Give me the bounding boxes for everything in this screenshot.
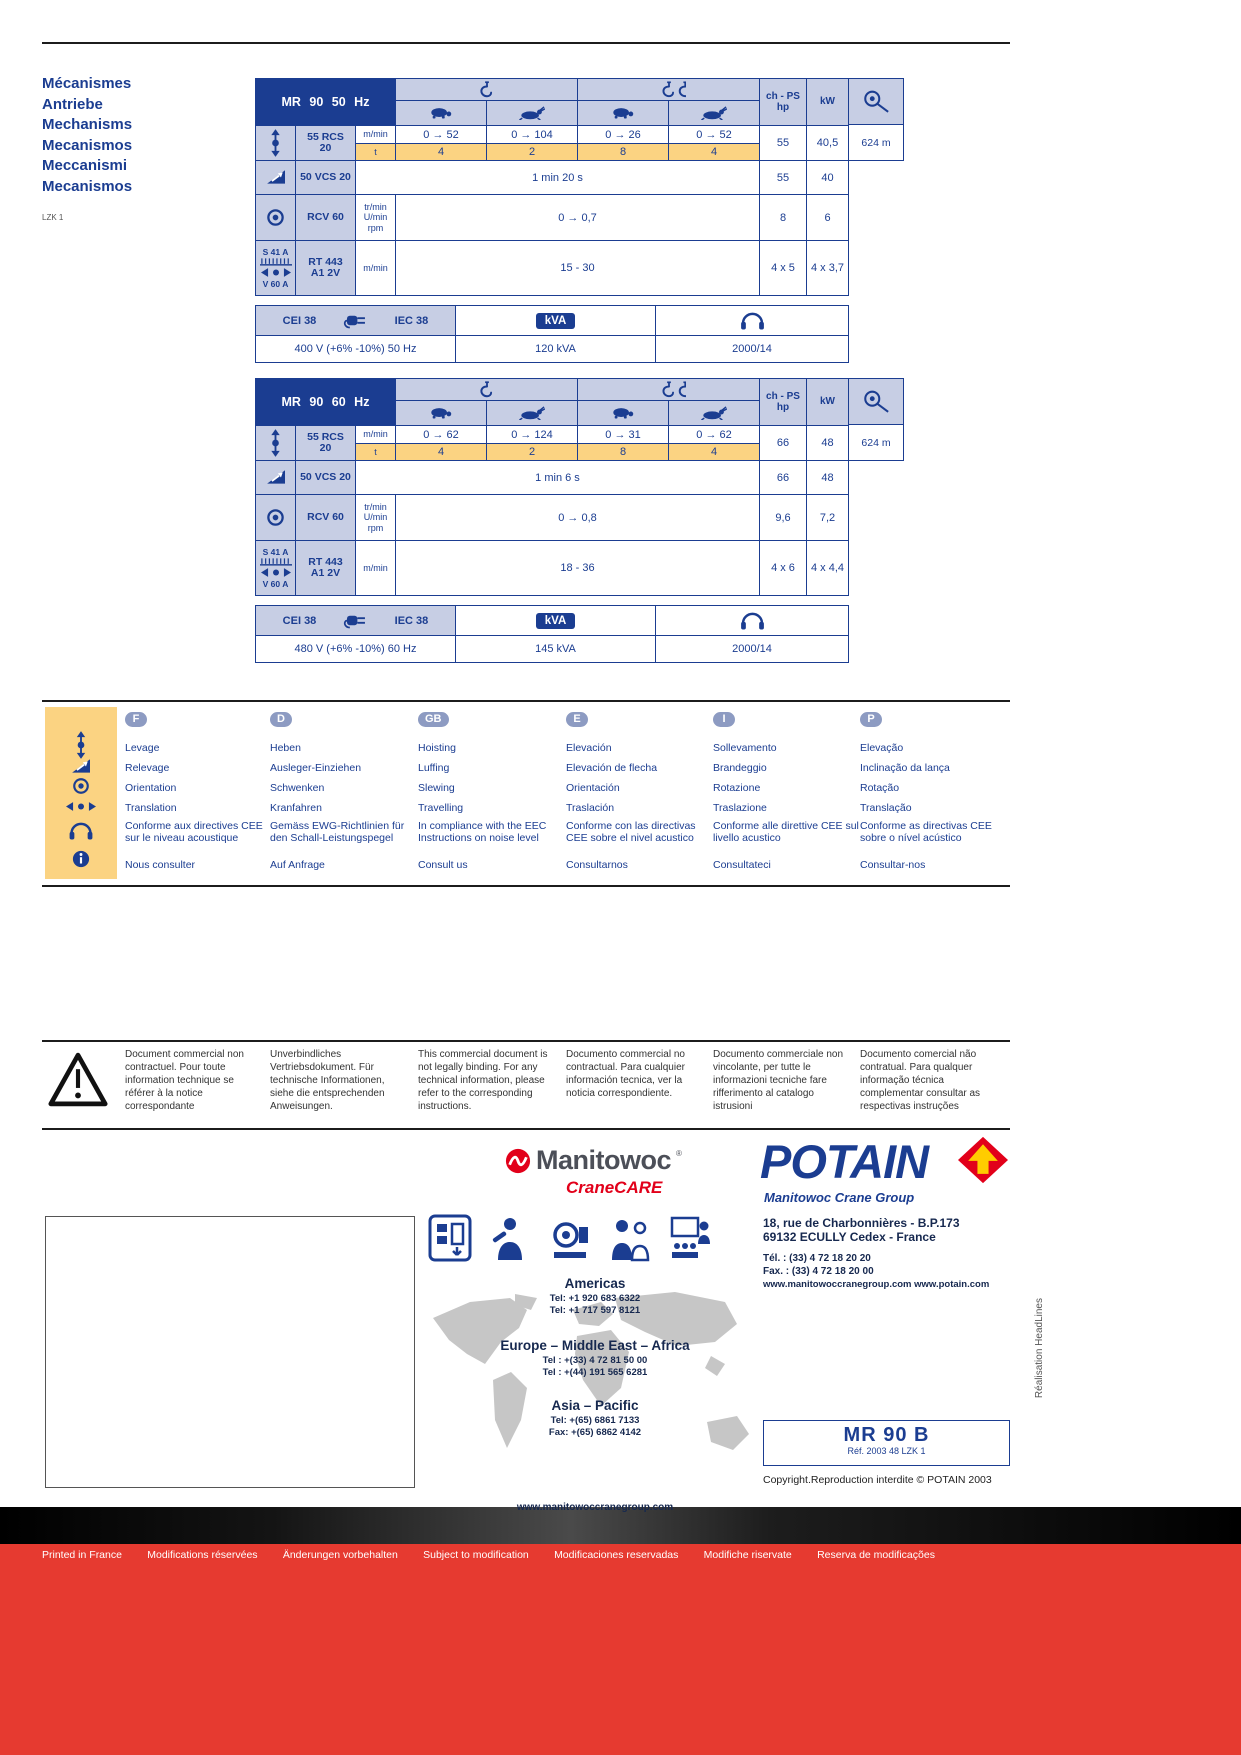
travelling-icon-cell: [256, 541, 296, 596]
double-hook-icon: [652, 381, 686, 398]
hoist-kw: 48: [807, 426, 849, 461]
ref-line: A1 2V: [310, 267, 341, 279]
disclaimer-es: Documento commercial no contractual. Para cualquier información tecnica, ver la noticia correspondiente.: [566, 1049, 685, 1099]
noise-header-cell: [656, 306, 849, 336]
bogie-label-bottom: V 60 A: [262, 579, 289, 589]
slow-speed-cell: [396, 401, 487, 426]
map-website-link[interactable]: www.manitowoccranegroup.com: [516, 1502, 674, 1513]
slewing-units: [356, 195, 396, 241]
legend-item: Travelling: [418, 801, 464, 814]
load-value: 2: [487, 444, 578, 461]
fast-speed-cell: [487, 101, 578, 126]
model-reference-box: [763, 1420, 1010, 1466]
kw-column-header: kW: [807, 79, 849, 126]
disclaimer-top-rule: [42, 1040, 1010, 1042]
legend-item: Ausleger-Einziehen: [270, 761, 362, 774]
slewing-ch-ps: 9,6: [760, 495, 807, 541]
legend-item: Consultateci: [713, 858, 771, 871]
hp-label: hp: [776, 102, 790, 113]
slewing-mechanism-ref: RCV 60: [296, 195, 356, 241]
travelling-icon: [261, 567, 291, 578]
region-name: Asia – Pacific: [551, 1398, 639, 1413]
page-title-block: [42, 74, 132, 222]
load-value: 2: [487, 144, 578, 161]
address-line: 69132 ECULLY Cedex - France: [763, 1230, 936, 1244]
warning-icon: [48, 1052, 108, 1107]
legend-item: Heben: [270, 741, 301, 754]
legend-column-gb: [418, 709, 566, 875]
speed-value: 0 → 26: [578, 126, 669, 144]
language-badge-pt: P: [860, 712, 882, 727]
disclaimer-de: Unverbindliches Vertriebsdokument. Für technische Informationen, siehe die entsprechenden Anweisungen.: [270, 1049, 385, 1112]
equipment-repair-icon: [548, 1214, 592, 1262]
legend-column-pt: [860, 709, 1008, 875]
model-name: MR 90 B: [843, 1424, 930, 1446]
legend-item: Elevación: [566, 741, 612, 754]
unit-line: tr/min: [364, 501, 387, 512]
disclaimer-en: This commercial document is not legally binding. For any technical information, please refer to the corresponding instructions.: [418, 1049, 548, 1112]
load-value: 4: [396, 444, 487, 461]
ref-line: 20: [319, 442, 332, 454]
slow-speed-cell: [578, 401, 669, 426]
region-phone: Tel: +1 717 597 8121: [549, 1304, 641, 1316]
legend-item: Traslación: [566, 801, 615, 814]
travelling-unit: m/min: [356, 241, 396, 296]
legend-item: Relevage: [125, 761, 170, 774]
address-block: [763, 1216, 989, 1290]
hoist-mechanism-ref: [296, 426, 356, 461]
disclaimer-section: [0, 1040, 1241, 1130]
legend-item: Rotação: [860, 781, 900, 794]
double-hook-cell: [578, 79, 760, 101]
iec-standard: IEC 38: [394, 314, 429, 327]
copyright-notice: Copyright.Reproduction interdite © POTAIN 2003: [763, 1474, 992, 1486]
disclaimer-it: Documento commerciale non vincolante, per tutte le informazioni tecniche fare rifferimento al catalogo istrusioni: [713, 1049, 844, 1112]
title-en: Mechanisms: [42, 116, 133, 133]
hp-label: hp: [776, 402, 790, 413]
slewing-units: [356, 495, 396, 541]
legend-item: Levage: [125, 741, 160, 754]
legend-item: Consultarnos: [566, 858, 628, 871]
notice-it: Modifiche riservate: [703, 1549, 792, 1561]
headphones-icon: [740, 611, 765, 630]
slewing-icon-cell: [256, 495, 296, 541]
ref-line: 20: [319, 142, 332, 154]
legend-item: Orientation: [125, 781, 177, 794]
notice-de: Änderungen vorbehalten: [282, 1549, 398, 1561]
region-phone: Tel : +(33) 4 72 81 50 00: [542, 1355, 648, 1366]
travelling-icon: [66, 801, 96, 812]
reference-number: Réf. 2003 48 LZK 1: [847, 1446, 926, 1456]
website-links[interactable]: www.manitowoccranegroup.com www.potain.com: [763, 1279, 990, 1290]
mechanism-table: [255, 378, 849, 596]
legend-item: Consult us: [418, 858, 468, 871]
legend-item: Conforme con las directivas CEE sobre el nivel acustico: [566, 819, 696, 844]
ref-line: RT 443: [308, 555, 343, 568]
kva-badge: kVA: [536, 313, 576, 329]
notice-en-printed: Printed in France: [42, 1549, 122, 1561]
hare-icon: [519, 106, 545, 120]
rope-drum-icon: [862, 89, 890, 114]
unit-line: tr/min: [364, 201, 387, 212]
slewing-value: 0 → 0,8: [396, 495, 760, 541]
travelling-ch-ps: 4 x 5: [760, 241, 807, 296]
rope-length-value: 624 m: [848, 424, 904, 461]
language-badge-de: D: [270, 712, 292, 727]
legend-item: Rotazione: [713, 781, 761, 794]
legend-item: Consultar-nos: [860, 858, 926, 871]
hoisting-icon-cell: [256, 426, 296, 461]
bogie-label-top: S 41 A: [262, 247, 289, 257]
slewing-icon-cell: [256, 195, 296, 241]
region-phone: Tel: +(65) 6861 7133: [550, 1415, 640, 1426]
travelling-mechanism-ref: [296, 541, 356, 596]
travelling-value: 15 - 30: [396, 241, 760, 296]
realisation-credit: Réalisation HeadLines: [1034, 1298, 1045, 1399]
turtle-icon: [611, 107, 635, 119]
cranecare-wordmark: CraneCARE: [566, 1178, 663, 1197]
travelling-kw: 4 x 3,7: [807, 241, 849, 296]
turtle-icon: [429, 107, 453, 119]
luffing-value: 1 min 20 s: [356, 161, 760, 195]
iec-standard: IEC 38: [394, 614, 429, 627]
travelling-kw: 4 x 4,4: [807, 541, 849, 596]
power-table: [255, 605, 849, 663]
potain-wordmark: POTAIN: [760, 1135, 929, 1188]
speed-value: 0 → 124: [487, 426, 578, 444]
region-emea: [415, 1338, 775, 1378]
disclaimer-pt: Documento comercial não contratual. Para qualquer informação técnica complementar consultar as respectivas instruções: [860, 1049, 981, 1112]
mailing-label-box: [45, 1216, 415, 1488]
speed-value: 0 → 62: [396, 426, 487, 444]
legend-item: Slewing: [418, 781, 455, 794]
modification-notices: [42, 1549, 935, 1561]
hoisting-icon-cell: [256, 126, 296, 161]
notice-en: Subject to modification: [423, 1549, 529, 1561]
load-unit: t: [356, 144, 396, 161]
hoisting-icon: [75, 731, 88, 759]
legend-item: Schwenken: [270, 781, 325, 794]
voltage-value: 480 V (+6% -10%) 60 Hz: [256, 636, 456, 663]
info-icon: [72, 850, 90, 868]
luffing-icon: [267, 170, 285, 184]
field-service-icon: [488, 1214, 532, 1262]
legend-column-fr: [125, 709, 273, 875]
kw-column-header: kW: [807, 379, 849, 426]
headphones-icon: [740, 311, 765, 330]
language-badge-fr: F: [125, 712, 147, 727]
fast-speed-cell: [669, 101, 760, 126]
plug-icon: [343, 312, 368, 329]
power-column-header: [760, 379, 807, 426]
legend-item: Sollevamento: [713, 741, 777, 754]
luffing-mechanism-ref: 50 VCS 20: [296, 461, 356, 495]
manitowoc-circle-icon: [505, 1148, 531, 1174]
legend-item: Hoisting: [418, 741, 456, 754]
single-hook-icon: [478, 381, 496, 398]
load-value: 8: [578, 444, 669, 461]
power-table: [255, 305, 849, 363]
table-title: MR 90 60 Hz: [256, 379, 396, 426]
speed-value: 0 → 52: [396, 126, 487, 144]
legend-item: Conforme alle direttive CEE sul livello acustico: [713, 819, 859, 844]
phone-number: Tél. : (33) 4 72 18 20 20: [763, 1253, 871, 1264]
notice-es: Modificaciones reservadas: [554, 1549, 679, 1561]
single-hook-cell: [396, 79, 578, 101]
single-hook-icon: [478, 81, 496, 98]
notice-fr: Modifications réservées: [147, 1549, 258, 1561]
hoist-kw: 40,5: [807, 126, 849, 161]
fast-speed-cell: [487, 401, 578, 426]
notice-pt: Reserva de modificações: [817, 1549, 935, 1561]
travelling-mechanism-ref: [296, 241, 356, 296]
noise-value: 2000/14: [656, 636, 849, 663]
title-fr: Mécanismes: [42, 75, 132, 92]
luffing-ch-ps: 55: [760, 161, 807, 195]
title-it: Meccanismi: [42, 157, 128, 174]
luffing-kw: 48: [807, 461, 849, 495]
language-badge-es: E: [566, 712, 588, 727]
kva-value: 145 kVA: [456, 636, 656, 663]
doc-ref-code: LZK 1: [42, 213, 64, 222]
slewing-kw: 6: [807, 195, 849, 241]
language-badge-gb: GB: [418, 712, 449, 727]
fax-number: Fax. : (33) 4 72 18 20 00: [763, 1265, 874, 1277]
rope-drum-icon: [862, 389, 890, 414]
unit-line: U/min: [363, 512, 388, 523]
rope-length-value: 624 m: [848, 124, 904, 161]
cranecare-service-icons: [428, 1214, 712, 1262]
voltage-value: 400 V (+6% -10%) 50 Hz: [256, 336, 456, 363]
noise-value: 2000/14: [656, 336, 849, 363]
legend-item: Kranfahren: [270, 801, 322, 814]
legend-item: Conforme as directivas CEE sobre o nível acústico: [860, 819, 992, 844]
legend-item: Brandeggio: [713, 761, 767, 774]
luffing-icon-cell: [256, 461, 296, 495]
legend-column-es: [566, 709, 714, 875]
legend-item: Nous consulter: [125, 858, 196, 871]
spec-table-60hz: [255, 378, 891, 663]
legend-item: Elevação: [860, 741, 904, 754]
region-phone: Tel: +1 920 683 6322: [549, 1293, 641, 1304]
region-americas: [415, 1276, 775, 1316]
spec-table-50hz: [255, 78, 891, 363]
legend-icon-panel: [45, 707, 117, 879]
slewing-icon: [266, 208, 285, 227]
table-title: MR 90 50 Hz: [256, 79, 396, 126]
fast-speed-cell: [669, 401, 760, 426]
legend-item: Inclinação da lança: [860, 761, 950, 774]
manitowoc-wordmark: Manitowoc: [536, 1145, 671, 1175]
cei-standard: CEI 38: [282, 314, 317, 327]
region-phone: Fax: +(65) 6862 4142: [548, 1426, 642, 1438]
potain-logo-icon: [958, 1136, 1008, 1184]
power-column-header: [760, 79, 807, 126]
unit-line: rpm: [367, 222, 384, 233]
slewing-icon: [72, 777, 90, 795]
legend-top-rule: [42, 700, 1010, 702]
travelling-icon-cell: [256, 241, 296, 296]
luffing-kw: 40: [807, 161, 849, 195]
legend-item: Orientación: [566, 781, 620, 794]
title-de: Antriebe: [42, 95, 103, 113]
training-icon: [608, 1214, 652, 1262]
slewing-mechanism-ref: RCV 60: [296, 495, 356, 541]
speed-value: 0 → 52: [669, 126, 760, 144]
region-name: Americas: [564, 1276, 626, 1291]
double-hook-icon: [652, 81, 686, 98]
slewing-kw: 7,2: [807, 495, 849, 541]
speed-value: 0 → 104: [487, 126, 578, 144]
rope-length-header: [848, 378, 904, 425]
luffing-ch-ps: 66: [760, 461, 807, 495]
legend-item: Translation: [125, 801, 177, 814]
travelling-unit: m/min: [356, 541, 396, 596]
hare-icon: [701, 106, 727, 120]
legend-column-it: [713, 709, 861, 875]
luffing-icon-cell: [256, 161, 296, 195]
hare-icon: [701, 406, 727, 420]
hoist-ch-ps: 55: [760, 126, 807, 161]
kva-badge: kVA: [536, 613, 576, 629]
bogie-label-top: S 41 A: [262, 547, 289, 557]
disclaimer-fr: Document commercial non contractuel. Pour toute information technique se référer à la notice correspondante: [125, 1049, 244, 1112]
hoist-ch-ps: 66: [760, 426, 807, 461]
hoist-mechanism-ref: [296, 126, 356, 161]
unit-line: U/min: [363, 212, 388, 223]
slewing-icon: [266, 508, 285, 527]
travelling-ch-ps: 4 x 6: [760, 541, 807, 596]
cei-standard: CEI 38: [282, 614, 317, 627]
double-hook-cell: [578, 379, 760, 401]
load-unit: t: [356, 444, 396, 461]
turtle-icon: [611, 407, 635, 419]
luffing-mechanism-ref: 50 VCS 20: [296, 161, 356, 195]
load-value: 8: [578, 144, 669, 161]
title-es: Mecanismos: [42, 136, 133, 154]
title-pt: Mecanismos: [42, 177, 133, 195]
slow-speed-cell: [578, 101, 669, 126]
ch-ps-label: ch - PS: [766, 90, 800, 102]
registered-mark: ®: [676, 1149, 682, 1158]
legend-column-de: [270, 709, 418, 875]
travelling-icon: [261, 267, 291, 278]
slewing-value: 0 → 0,7: [396, 195, 760, 241]
speed-value: 0 → 62: [669, 426, 760, 444]
hoisting-icon: [269, 429, 282, 457]
hare-icon: [519, 406, 545, 420]
load-value: 4: [669, 144, 760, 161]
travelling-value: 18 - 36: [396, 541, 760, 596]
region-asia-pacific: [415, 1398, 775, 1438]
legend-item: Traslazione: [713, 801, 767, 814]
mechanism-table: [255, 78, 849, 296]
legend-item: Elevación de flecha: [566, 761, 658, 774]
legend-item: In compliance with the EEC Instructions on noise level: [418, 819, 547, 844]
hoisting-icon: [269, 129, 282, 157]
ref-line: RT 443: [308, 255, 343, 268]
red-footer-bar: [0, 1544, 1241, 1755]
legend-item: Gemäss EWG-Richtlinien für den Schall-Leistungspegel: [270, 819, 405, 844]
legend-bottom-rule: [42, 885, 1010, 887]
legend-item: Luffing: [418, 761, 450, 774]
speed-unit: m/min: [356, 426, 396, 444]
region-name: Europe – Middle East – Africa: [500, 1338, 690, 1353]
unit-line: rpm: [367, 522, 384, 533]
luffing-icon: [267, 470, 285, 484]
rail-icon: [260, 558, 292, 566]
address-line: 18, rue de Charbonnières - B.P.173: [763, 1216, 960, 1230]
ref-line: 55 RCS: [307, 130, 344, 143]
speed-unit: m/min: [356, 126, 396, 144]
standards-cell: [256, 306, 456, 336]
ref-line: 55 RCS: [307, 430, 344, 443]
footer-section: [0, 1130, 1241, 1512]
luffing-value: 1 min 6 s: [356, 461, 760, 495]
kva-value: 120 kVA: [456, 336, 656, 363]
noise-header-cell: [656, 606, 849, 636]
legend-section: [0, 700, 1241, 887]
kva-header-cell: [456, 606, 656, 636]
rope-length-header: [848, 78, 904, 125]
load-value: 4: [669, 444, 760, 461]
manitowoc-logo: [505, 1145, 682, 1176]
load-value: 4: [396, 144, 487, 161]
plug-icon: [343, 612, 368, 629]
standards-cell: [256, 606, 456, 636]
luffing-icon: [72, 759, 90, 773]
technical-support-icon: [668, 1214, 712, 1262]
speed-value: 0 → 31: [578, 426, 669, 444]
top-rule: [42, 42, 1010, 44]
manitowoc-crane-group-label: Manitowoc Crane Group: [764, 1190, 915, 1205]
language-badge-it: I: [713, 712, 735, 727]
turtle-icon: [429, 407, 453, 419]
kva-header-cell: [456, 306, 656, 336]
legend-item: Conforme aux directives CEE sur le niveau acoustique: [125, 819, 263, 844]
legend-item: Translação: [860, 801, 912, 814]
parts-supply-icon: [428, 1214, 472, 1262]
ch-ps-label: ch - PS: [766, 390, 800, 402]
slow-speed-cell: [396, 101, 487, 126]
ref-line: A1 2V: [310, 567, 341, 579]
legend-item: Auf Anfrage: [270, 858, 325, 871]
region-phone: Tel : +(44) 191 565 6281: [542, 1366, 648, 1378]
single-hook-cell: [396, 379, 578, 401]
headphones-icon: [69, 821, 94, 840]
rail-icon: [260, 258, 292, 266]
slewing-ch-ps: 8: [760, 195, 807, 241]
bogie-label-bottom: V 60 A: [262, 279, 289, 289]
